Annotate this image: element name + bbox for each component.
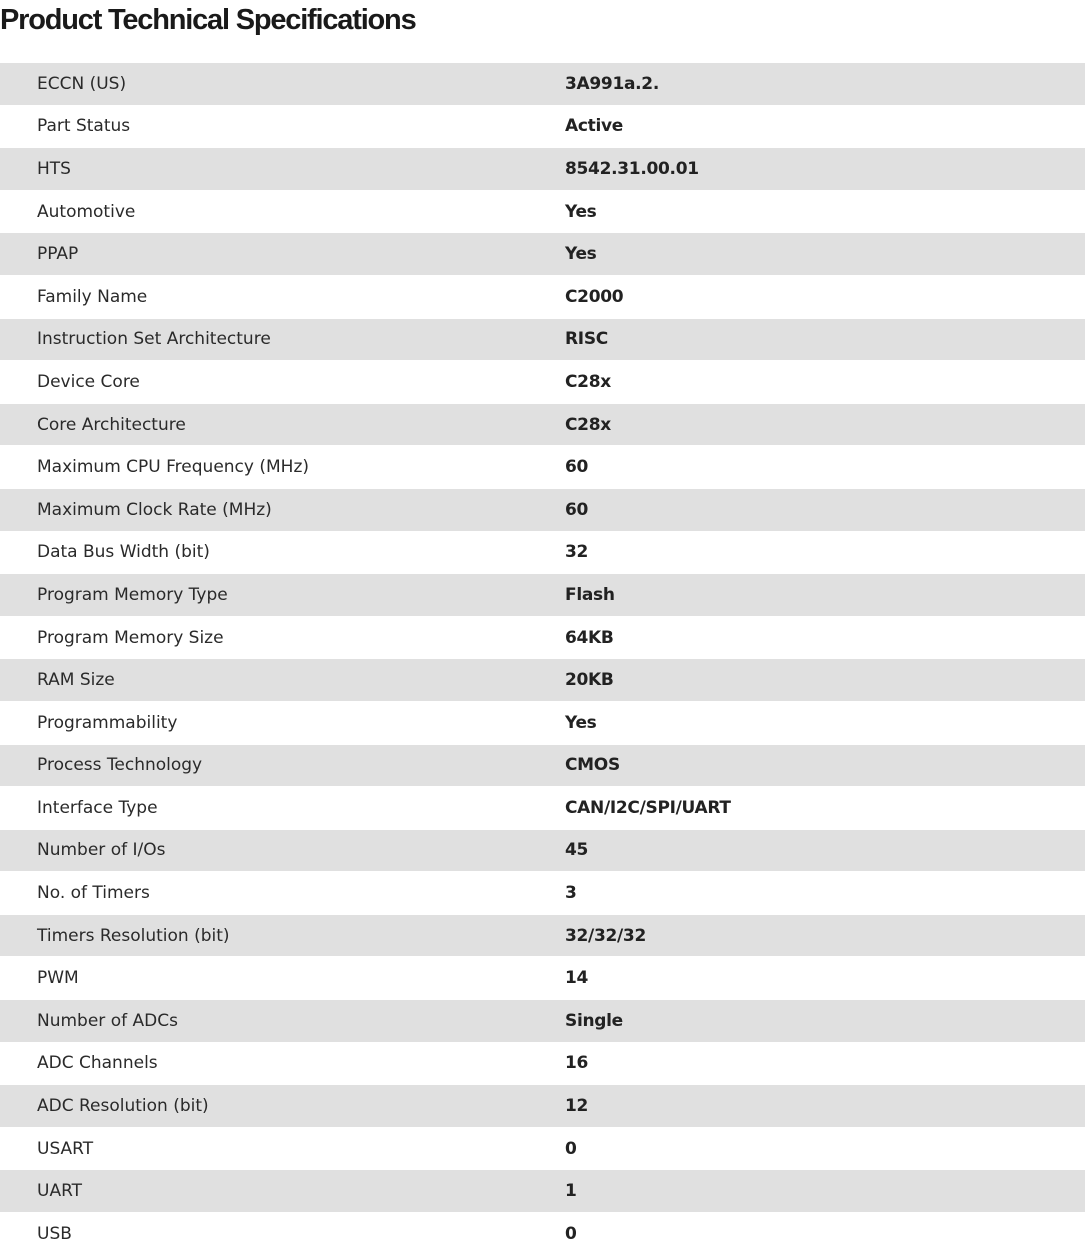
spec-label: Number of I/Os [37,840,166,861]
spec-value: 14 [565,968,589,989]
spec-label: Timers Resolution (bit) [37,925,230,946]
spec-row [0,1042,1085,1085]
spec-value: Flash [565,584,615,605]
spec-row [0,701,1085,744]
spec-row [0,914,1085,957]
spec-label: Part Status [37,116,131,137]
spec-label: PWM [37,968,79,989]
spec-label: Program Memory Type [37,584,228,605]
spec-label: Number of ADCs [37,1010,178,1031]
spec-value: 12 [565,1096,589,1117]
spec-label: RAM Size [37,670,115,691]
spec-row [0,1084,1085,1127]
spec-label: UART [37,1181,83,1202]
spec-label: USART [37,1138,94,1159]
page-title: Product Technical Specifications [0,4,416,36]
spec-label: Instruction Set Architecture [37,329,271,350]
spec-value: 3 [565,883,577,904]
spec-value: 64KB [565,627,614,648]
spec-value: 20KB [565,670,614,691]
spec-value: Single [565,1010,623,1031]
spec-row [0,1127,1085,1170]
spec-row [0,318,1085,361]
spec-value: C2000 [565,286,624,307]
spec-row [0,1169,1085,1212]
spec-label: Programmability [37,712,178,733]
spec-row [0,232,1085,275]
spec-value: 1 [565,1181,577,1202]
spec-label: ADC Channels [37,1053,158,1074]
spec-label: Maximum Clock Rate (MHz) [37,499,272,520]
spec-value: 45 [565,840,589,861]
spec-row [0,829,1085,872]
spec-row [0,275,1085,318]
spec-row [0,62,1085,105]
spec-value: 60 [565,499,589,520]
spec-row [0,956,1085,999]
spec-value: RISC [565,329,608,350]
spec-label: ECCN (US) [37,73,127,94]
spec-label: USB [37,1223,72,1244]
spec-value: 32 [565,542,589,563]
spec-label: Family Name [37,286,148,307]
spec-value: Yes [565,244,597,265]
spec-row [0,360,1085,403]
spec-row [0,658,1085,701]
spec-row [0,871,1085,914]
spec-value: Yes [565,201,597,222]
spec-value: 16 [565,1053,589,1074]
spec-row [0,573,1085,616]
spec-row [0,403,1085,446]
spec-value: C28x [565,414,611,435]
spec-row [0,1212,1085,1255]
spec-value: C28x [565,371,611,392]
spec-row [0,445,1085,488]
spec-row [0,786,1085,829]
spec-label: ADC Resolution (bit) [37,1096,209,1117]
spec-value: 32/32/32 [565,925,646,946]
spec-label: Process Technology [37,755,203,776]
spec-label: Interface Type [37,797,158,818]
spec-value: 8542.31.00.01 [565,158,699,179]
spec-row [0,147,1085,190]
spec-row [0,105,1085,148]
spec-value: 0 [565,1138,577,1159]
spec-row [0,999,1085,1042]
spec-row [0,744,1085,787]
spec-label: No. of Timers [37,883,150,904]
spec-table [0,62,1085,1255]
spec-value: 3A991a.2. [565,73,659,94]
spec-value: CAN/I2C/SPI/UART [565,797,731,818]
spec-value: Yes [565,712,597,733]
spec-row [0,488,1085,531]
spec-value: CMOS [565,755,620,776]
spec-label: Data Bus Width (bit) [37,542,210,563]
spec-row [0,190,1085,233]
spec-label: Program Memory Size [37,627,224,648]
spec-label: Maximum CPU Frequency (MHz) [37,457,309,478]
spec-row [0,531,1085,574]
spec-value: Active [565,116,623,137]
spec-value: 0 [565,1223,577,1244]
spec-value: 60 [565,457,589,478]
spec-label: PPAP [37,244,79,265]
spec-label: Automotive [37,201,136,222]
spec-row [0,616,1085,659]
spec-label: Core Architecture [37,414,186,435]
spec-label: HTS [37,158,71,179]
spec-label: Device Core [37,371,140,392]
